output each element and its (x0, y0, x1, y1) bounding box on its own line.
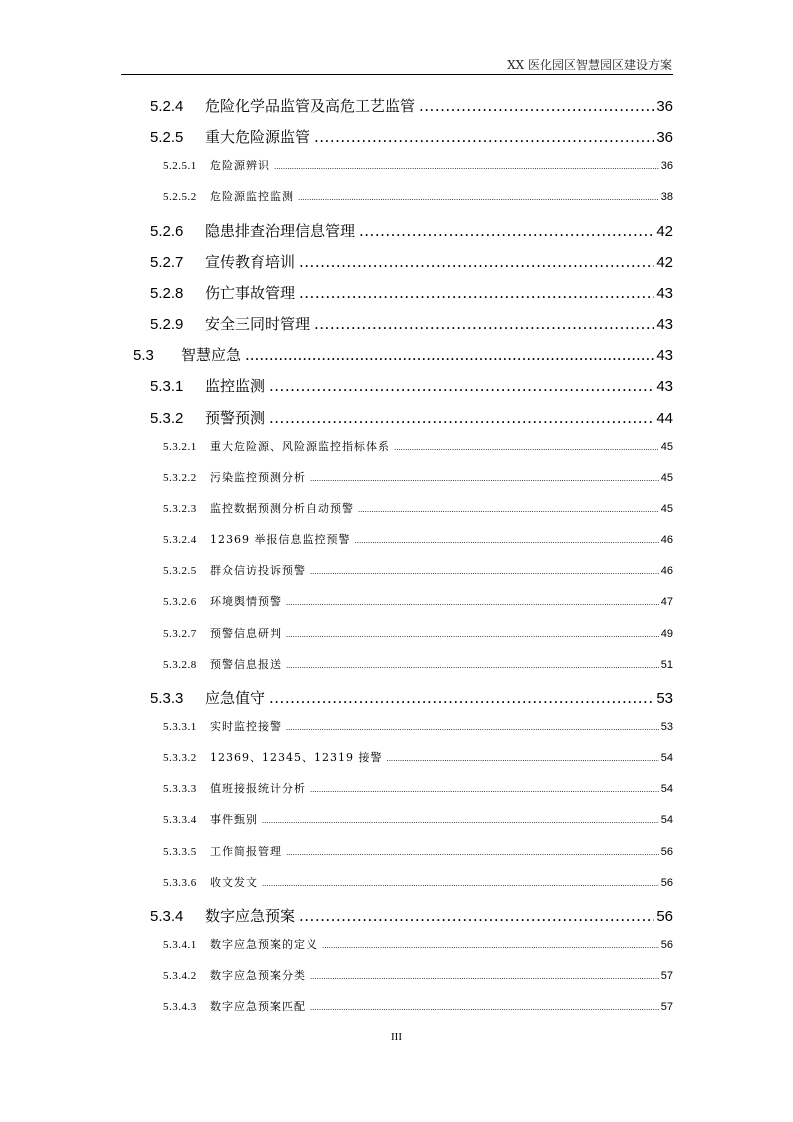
toc-entry-title: 重大危险源、风险源监控指标体系 (210, 439, 390, 453)
toc-entry[interactable] (150, 905, 673, 926)
toc-dot-leader (299, 253, 654, 271)
toc-entry-title: 隐患排查治理信息管理 (205, 221, 356, 240)
toc-entry[interactable] (163, 811, 673, 827)
toc-entry-title: 污染监控预测分析 (210, 470, 306, 484)
toc-entry-page: 43 (656, 378, 673, 396)
toc-entry-page: 43 (656, 284, 673, 302)
page-number: III (391, 1031, 402, 1043)
toc-entry-page: 42 (656, 253, 673, 271)
toc-entry-title: 危险化学品监管及高危工艺监管 (205, 97, 416, 115)
toc-entry-number: 5.3.2.3 (163, 502, 197, 515)
toc-entry-number: 5.2.8 (150, 284, 184, 302)
toc-entry-page: 45 (660, 502, 673, 515)
toc-entry-number: 5.2.9 (150, 316, 184, 334)
toc-entry-number: 5.3.3.4 (163, 814, 197, 827)
toc-entry[interactable] (163, 438, 673, 454)
toc-dot-leader (386, 755, 658, 763)
toc-entry-title: 环境舆情预警 (210, 595, 282, 609)
toc-entry-title: 预警信息研判 (210, 626, 282, 640)
toc-entry-title: 宣传教育培训 (205, 252, 296, 271)
toc-dot-leader (355, 537, 659, 545)
toc-entry-number: 5.3.4 (150, 907, 184, 925)
toc-entry-page: 47 (660, 596, 673, 609)
toc-entry-title: 收文发文 (210, 875, 258, 889)
toc-dot-leader (299, 284, 654, 302)
toc-dot-leader (310, 568, 659, 576)
toc-entry-title: 数字应急预案匹配 (210, 1000, 306, 1014)
toc-dot-leader (359, 222, 654, 240)
toc-entry[interactable] (163, 593, 673, 609)
toc-entry-number: 5.3.2.4 (163, 534, 197, 547)
toc-dot-leader (274, 163, 659, 171)
toc-entry-number: 5.3.2.7 (163, 627, 197, 640)
toc-entry-title: 群众信访投诉预警 (210, 564, 306, 578)
toc-entry-number: 5.2.4 (150, 98, 184, 115)
toc-entry-title: 应急值守 (205, 688, 266, 707)
toc-entry-number: 5.3 (133, 347, 154, 365)
toc-entry-title: 监控数据预测分析自动预警 (210, 501, 354, 515)
toc-entry-title: 重大危险源监管 (205, 128, 311, 147)
toc-entry-title: 事件甄别 (210, 813, 258, 827)
toc-dot-leader (299, 907, 654, 925)
toc-entry[interactable] (163, 157, 673, 173)
document-header-title: XX 医化园区智慧园区建设方案 (507, 58, 672, 72)
toc-entry-page: 46 (660, 534, 673, 547)
toc-entry-title: 数字应急预案 (205, 906, 296, 925)
toc-entry-title: 实时监控接警 (210, 720, 282, 733)
toc-entry[interactable] (150, 375, 673, 396)
toc-entry-title: 数字应急预案分类 (210, 969, 306, 983)
toc-entry-number: 5.3.3.5 (163, 845, 197, 858)
toc-dot-leader (314, 128, 654, 146)
toc-entry-page: 42 (656, 222, 673, 240)
toc-dot-leader (286, 662, 659, 670)
toc-entry[interactable] (163, 656, 673, 672)
toc-dot-leader (310, 973, 659, 981)
toc-entry[interactable] (133, 344, 673, 365)
toc-entry[interactable] (163, 188, 673, 204)
toc-entry-page: 43 (656, 316, 673, 334)
toc-entry[interactable] (150, 126, 673, 147)
toc-entry-title: 伤亡事故管理 (205, 283, 296, 302)
toc-entry-number: 5.2.5.2 (163, 191, 197, 204)
toc-entry[interactable] (150, 220, 673, 241)
toc-entry[interactable] (150, 251, 673, 272)
toc-entry[interactable] (163, 967, 673, 983)
toc-entry[interactable] (163, 998, 673, 1014)
toc-entry-page: 36 (660, 160, 673, 173)
toc-entry-page: 56 (660, 876, 673, 889)
toc-dot-leader (269, 689, 654, 707)
toc-entry[interactable] (163, 843, 673, 859)
toc-entry-title: 预警信息报送 (210, 657, 282, 671)
toc-entry-number: 5.3.2.2 (163, 471, 197, 484)
toc-entry-title: 监控监测 (205, 377, 266, 396)
toc-entry-title: 危险源监控监测 (210, 190, 294, 204)
toc-entry-page: 56 (656, 907, 673, 925)
toc-dot-leader (286, 849, 659, 857)
toc-entry[interactable] (163, 749, 673, 765)
toc-entry-number: 5.3.3.2 (163, 752, 197, 765)
toc-entry-number: 5.2.7 (150, 253, 184, 271)
toc-entry-page: 38 (660, 191, 673, 204)
toc-dot-leader (286, 724, 659, 732)
toc-dot-leader (314, 315, 654, 333)
toc-dot-leader (262, 880, 659, 888)
toc-dot-leader (310, 475, 659, 483)
toc-dot-leader (262, 817, 659, 825)
toc-dot-leader (298, 194, 659, 202)
toc-dot-leader (286, 599, 659, 607)
toc-entry[interactable] (163, 469, 673, 485)
toc-dot-leader (269, 377, 654, 395)
toc-entry-page: 56 (660, 845, 673, 858)
toc-entry[interactable] (163, 531, 673, 547)
toc-entry-page: 54 (660, 783, 673, 796)
toc-entry-page: 53 (660, 721, 673, 733)
toc-entry-page: 45 (660, 440, 673, 453)
toc-entry-title: 值班接报统计分析 (210, 782, 306, 796)
toc-dot-leader (310, 1004, 659, 1012)
toc-entry-title: 安全三同时管理 (205, 315, 311, 334)
toc-entry-page: 36 (656, 129, 673, 147)
toc-entry-page: 54 (660, 814, 673, 827)
toc-entry[interactable] (150, 282, 673, 303)
toc-dot-leader (245, 346, 654, 364)
toc-entry[interactable] (150, 407, 673, 428)
toc-entry-number: 5.3.1 (150, 378, 184, 396)
toc-entry-title: 12369 举报信息监控预警 (210, 533, 351, 547)
toc-entry-number: 5.2.6 (150, 222, 184, 240)
toc-dot-leader (419, 97, 654, 115)
toc-dot-leader (394, 444, 659, 452)
toc-entry-page: 57 (660, 1001, 673, 1014)
toc-entry-page: 57 (660, 970, 673, 983)
toc-entry-page: 54 (660, 752, 673, 765)
toc-entry-title: 工作简报管理 (210, 844, 282, 858)
toc-entry[interactable] (163, 780, 673, 796)
toc-entry[interactable] (163, 625, 673, 641)
toc-dot-leader (269, 409, 654, 427)
toc-entry-page: 49 (660, 627, 673, 640)
toc-entry[interactable] (163, 500, 673, 516)
toc-entry-page: 44 (656, 409, 673, 427)
toc-entry[interactable] (163, 874, 673, 890)
toc-entry-number: 5.2.5.1 (163, 160, 197, 173)
toc-entry-number: 5.3.4.3 (163, 1001, 197, 1014)
toc-dot-leader (322, 942, 659, 950)
toc-entry-number: 5.3.4.1 (163, 939, 197, 952)
toc-dot-leader (310, 786, 659, 794)
toc-entry-title: 危险源辨识 (210, 159, 270, 173)
toc-entry-number: 5.3.3 (150, 689, 184, 707)
toc-entry-page: 43 (656, 347, 673, 365)
toc-entry[interactable] (163, 562, 673, 578)
toc-entry-number: 5.3.2.5 (163, 565, 197, 578)
toc-entry-number: 5.3.2.6 (163, 596, 197, 609)
toc-entry-number: 5.3.2.1 (163, 440, 197, 453)
toc-dot-leader (358, 506, 659, 514)
toc-entry-number: 5.3.3.3 (163, 783, 197, 796)
toc-entry[interactable] (163, 936, 673, 952)
toc-entry-page: 51 (660, 658, 673, 671)
header-divider (121, 74, 673, 75)
toc-entry[interactable] (150, 95, 673, 116)
toc-entry-title: 智慧应急 (181, 346, 242, 365)
toc-entry-page: 36 (656, 98, 673, 115)
toc-entry-number: 5.3.3.6 (163, 876, 197, 889)
toc-entry-number: 5.3.3.1 (163, 721, 197, 733)
toc-entry-number: 5.3.2.8 (163, 658, 197, 671)
toc-entry-title: 数字应急预案的定义 (210, 938, 318, 952)
toc-entry-number: 5.2.5 (150, 129, 184, 147)
toc-entry-title: 预警预测 (205, 408, 266, 427)
toc-entry-title: 12369、12345、12319 接警 (210, 751, 383, 765)
toc-entry[interactable] (163, 718, 673, 734)
toc-entry[interactable] (150, 687, 673, 708)
toc-entry-page: 46 (660, 565, 673, 578)
toc-entry-number: 5.3.4.2 (163, 970, 197, 983)
toc-dot-leader (286, 631, 659, 639)
toc-entry-page: 45 (660, 471, 673, 484)
toc-entry[interactable] (150, 313, 673, 334)
toc-entry-number: 5.3.2 (150, 409, 184, 427)
toc-entry-page: 53 (656, 689, 673, 707)
toc-entry-page: 56 (660, 939, 673, 952)
